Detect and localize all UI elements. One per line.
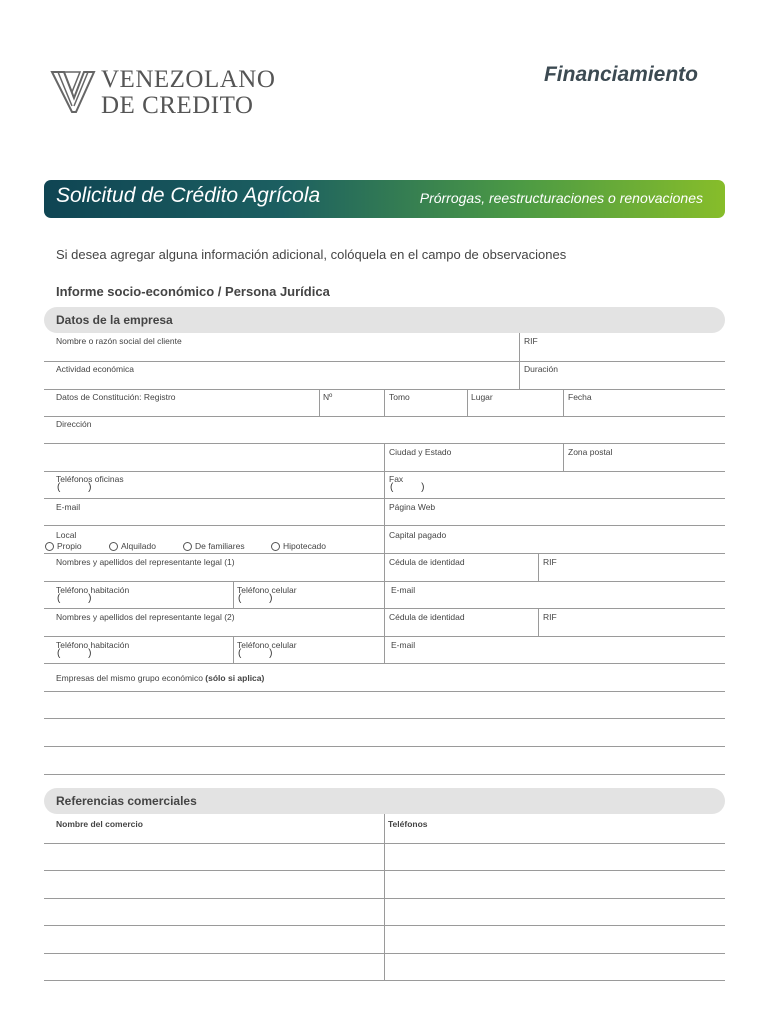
- bank-name-line2: DE CREDITO: [101, 92, 254, 119]
- field-label-fax: Fax: [389, 474, 404, 484]
- column-divider: [384, 389, 385, 416]
- row-divider: [44, 416, 725, 417]
- column-divider: [319, 389, 320, 416]
- column-divider: [563, 443, 564, 471]
- row-divider: [44, 718, 725, 719]
- column-divider: [538, 553, 539, 581]
- grupo-text: Empresas del mismo grupo económico: [56, 673, 206, 683]
- grupo-note: (sólo si aplica): [205, 673, 265, 683]
- field-label-tel-hab: Teléfono habitación: [56, 640, 130, 650]
- column-header-nombre: Nombre del comercio: [56, 819, 143, 829]
- radio-label: Alquilado: [121, 541, 156, 551]
- field-label-cedula: Cédula de identidad: [389, 612, 465, 622]
- field-label-duracion: Duración: [524, 364, 559, 374]
- intro-text: Si desea agregar alguna información adicional, colóquela en el campo de observaciones: [56, 247, 567, 262]
- row-divider: [44, 980, 725, 981]
- row-divider: [44, 925, 725, 926]
- column-divider: [467, 389, 468, 416]
- radio-propio[interactable]: [45, 541, 82, 551]
- section-title: Datos de la empresa: [56, 313, 173, 327]
- field-label-rif: RIF: [524, 336, 538, 346]
- field-label-fecha: Fecha: [568, 392, 592, 402]
- bank-logo-icon: [50, 70, 96, 114]
- row-divider: [44, 746, 725, 747]
- area-code-parens: ( ): [238, 593, 273, 604]
- radio-circle-icon: [271, 542, 280, 551]
- area-code-parens: ( ): [390, 482, 425, 493]
- row-divider: [44, 953, 725, 954]
- field-label-cedula: Cédula de identidad: [389, 557, 465, 567]
- field-label-rif: RIF: [543, 612, 557, 622]
- field-label-email: E-mail: [56, 502, 81, 512]
- field-label-tel-hab: Teléfono habitación: [56, 585, 130, 595]
- form-title: Solicitud de Crédito Agrícola: [56, 184, 321, 207]
- area-code-parens: ( ): [57, 648, 92, 659]
- row-divider: [44, 898, 725, 899]
- field-label-capital: Capital pagado: [389, 530, 447, 540]
- field-label-lugar: Lugar: [471, 392, 493, 402]
- row-divider: [44, 774, 725, 775]
- field-label-grupo: [56, 673, 264, 683]
- field-label-tel-cel: Teléfono celular: [237, 640, 297, 650]
- field-label-constitucion: Datos de Constitución: Registro: [56, 392, 176, 402]
- row-divider: [44, 361, 725, 362]
- row-divider: [44, 691, 725, 692]
- area-code-parens: ( ): [57, 593, 92, 604]
- field-label-tel-oficinas: Teléfonos oficinas: [56, 474, 124, 484]
- field-label-numero: Nº: [323, 392, 333, 402]
- section-header-referencias: [44, 788, 725, 814]
- section-subheading: Informe socio-económico / Persona Jurídica: [56, 284, 330, 299]
- field-label-nombre: Nombre o razón social del cliente: [56, 336, 182, 346]
- radio-alquilado[interactable]: [109, 541, 156, 551]
- column-divider: [519, 333, 520, 389]
- column-divider: [233, 581, 234, 608]
- field-label-rep2: Nombres y apellidos del representante legal (2): [56, 612, 235, 622]
- column-divider: [384, 443, 385, 663]
- radio-label: Hipotecado: [283, 541, 327, 551]
- field-label-rif: RIF: [543, 557, 557, 567]
- row-divider: [44, 870, 725, 871]
- area-code-parens: ( ): [238, 648, 273, 659]
- field-label-email: E-mail: [391, 585, 416, 595]
- column-divider: [563, 389, 564, 416]
- field-label-ciudad: Ciudad y Estado: [389, 447, 452, 457]
- radio-hipotecado[interactable]: [271, 541, 326, 551]
- form-subtitle: Prórrogas, reestructuraciones o renovaciones: [419, 190, 703, 206]
- radio-label: Propio: [57, 541, 82, 551]
- field-label-tel-cel: Teléfono celular: [237, 585, 297, 595]
- form-title-banner: [44, 180, 725, 218]
- radio-circle-icon: [45, 542, 54, 551]
- column-divider: [538, 608, 539, 636]
- field-label-zona: Zona postal: [568, 447, 613, 457]
- section-header-datos: [44, 307, 725, 333]
- field-label-tomo: Tomo: [389, 392, 410, 402]
- row-divider: [44, 663, 725, 664]
- field-label-actividad: Actividad económica: [56, 364, 134, 374]
- category-title: Financiamiento: [543, 63, 698, 86]
- bank-name-line1: VENEZOLANO: [101, 66, 276, 93]
- field-label-email: E-mail: [391, 640, 416, 650]
- radio-label: De familiares: [195, 541, 245, 551]
- section-title: Referencias comerciales: [56, 794, 197, 808]
- area-code-parens: ( ): [57, 482, 92, 493]
- field-label-web: Página Web: [389, 502, 436, 512]
- field-label-direccion: Dirección: [56, 419, 92, 429]
- column-header-telefonos: Teléfonos: [388, 819, 428, 829]
- radio-circle-icon: [109, 542, 118, 551]
- radio-circle-icon: [183, 542, 192, 551]
- radio-familiares[interactable]: [183, 541, 245, 551]
- field-label-local: Local: [56, 530, 77, 540]
- row-divider: [44, 843, 725, 844]
- field-label-rep1: Nombres y apellidos del representante legal (1): [56, 557, 235, 567]
- column-divider: [233, 636, 234, 663]
